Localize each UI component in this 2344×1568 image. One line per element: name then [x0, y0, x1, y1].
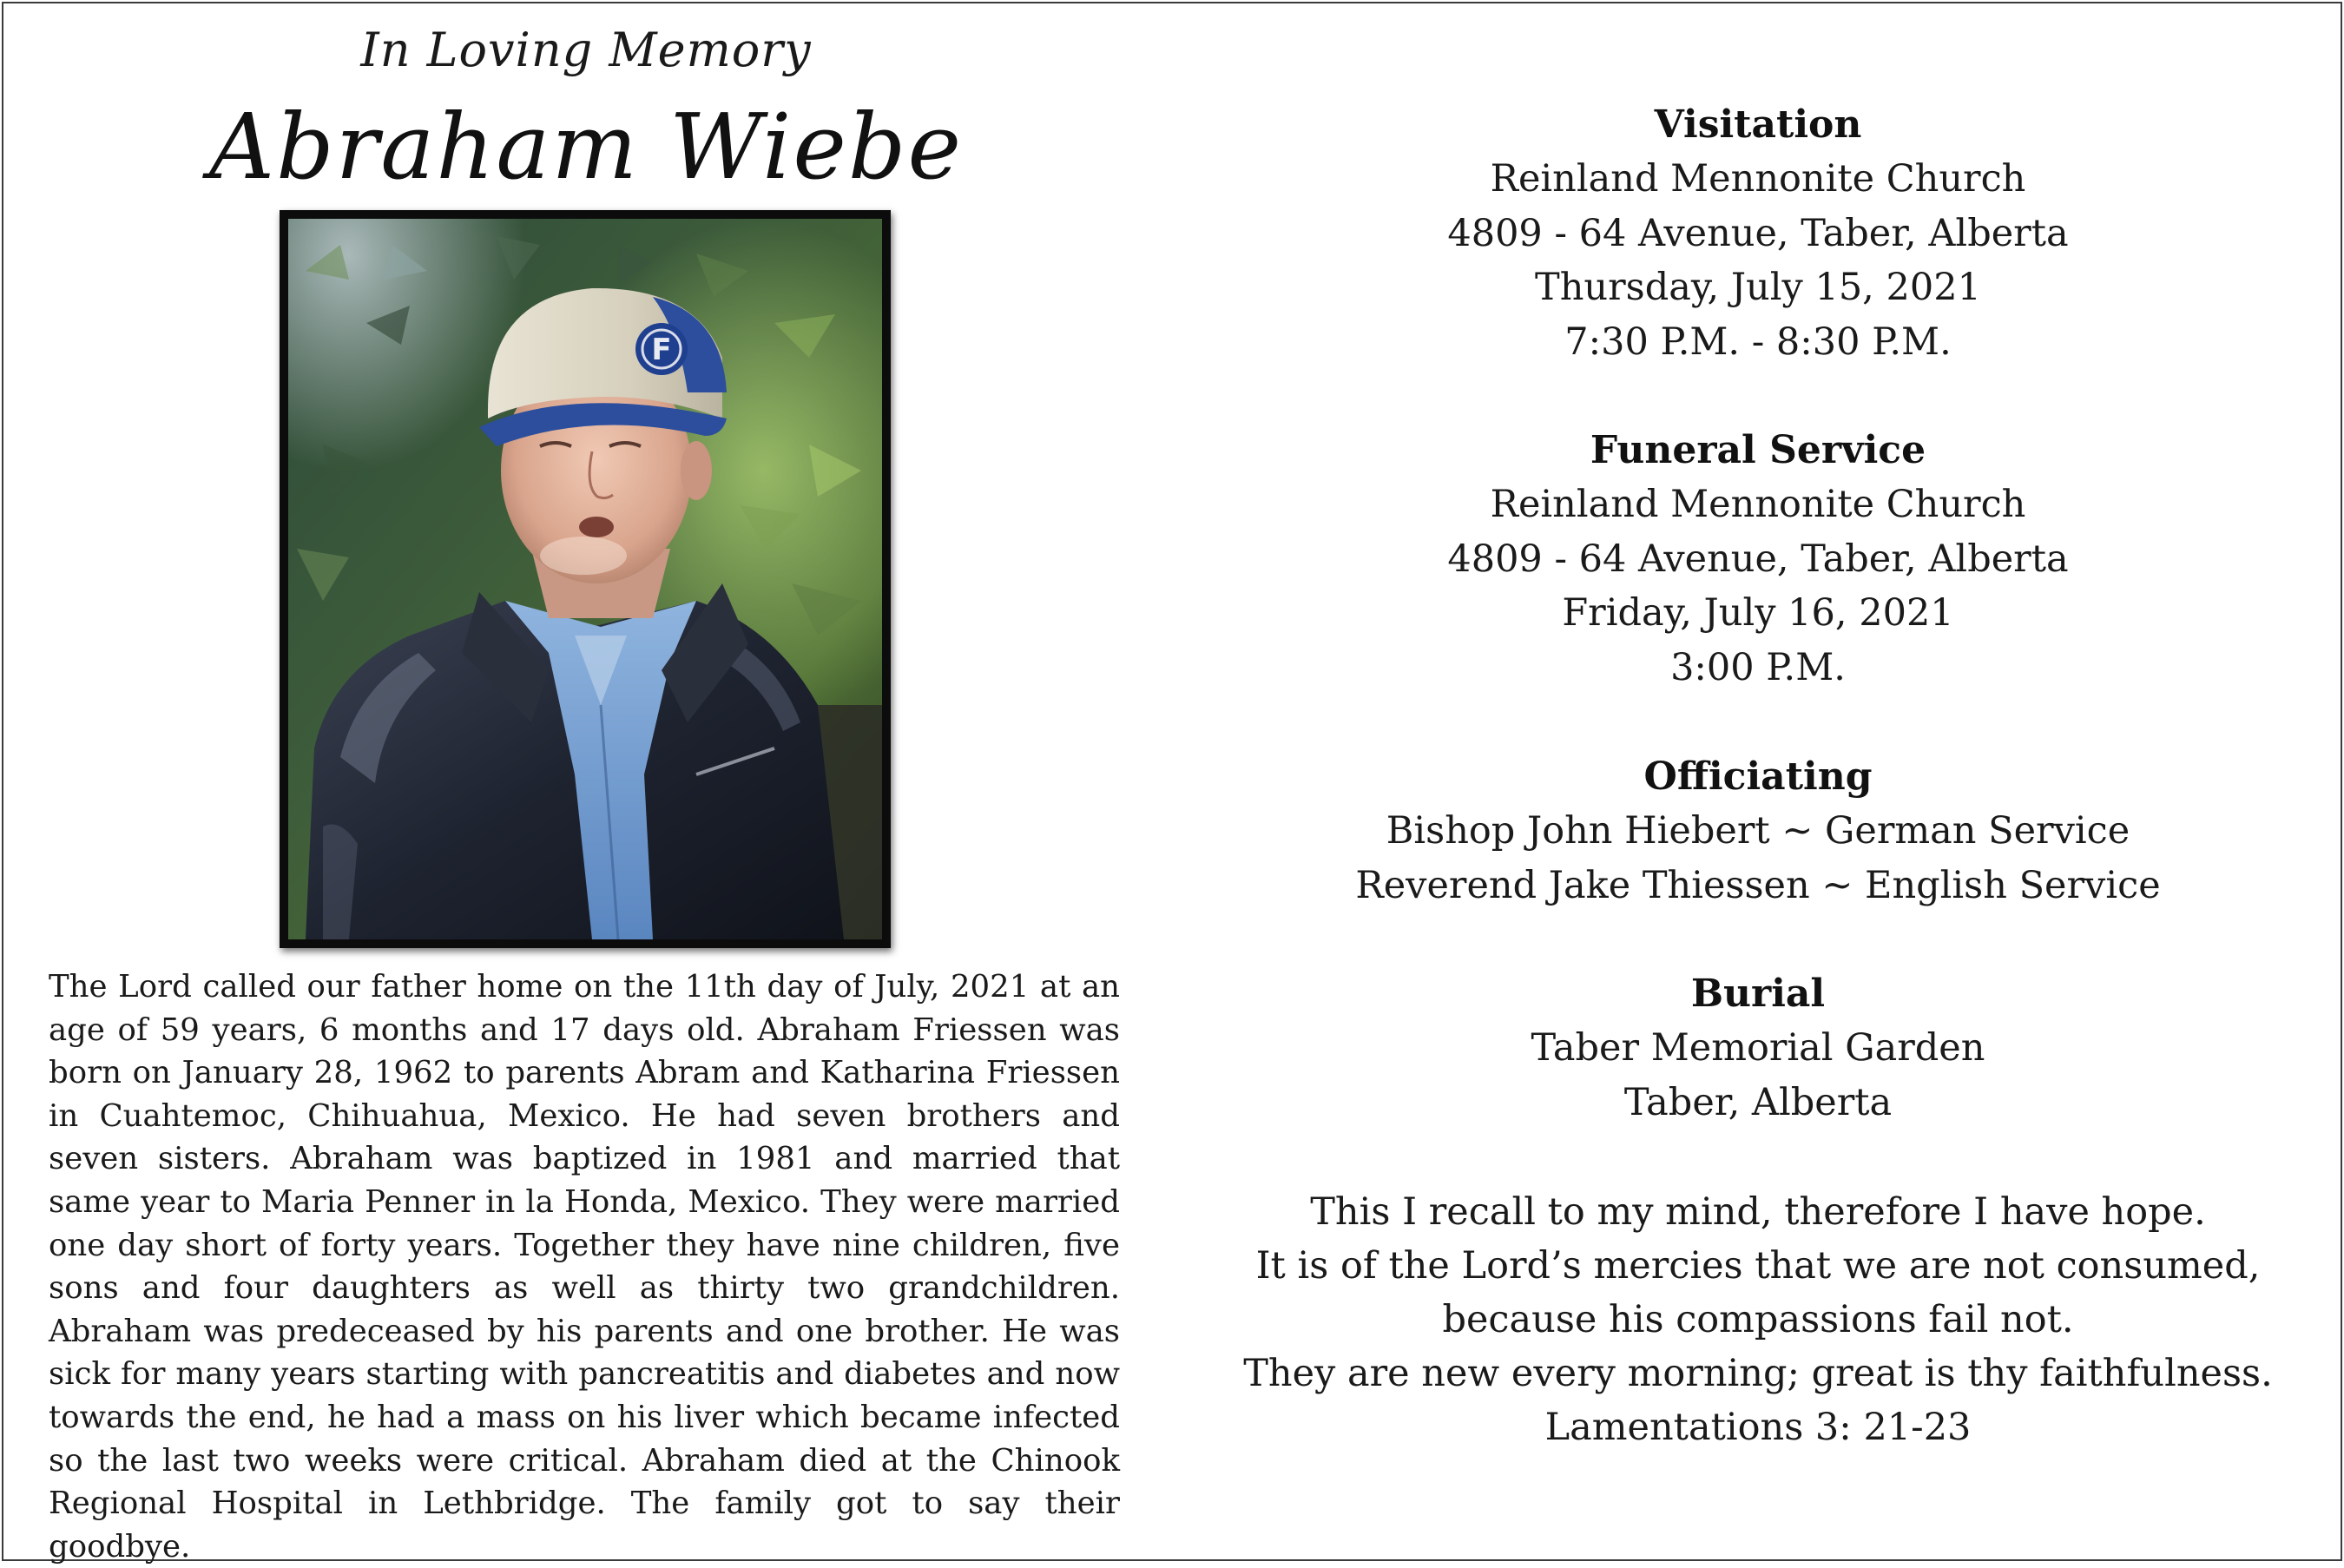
- visitation-location: Reinland Mennonite Church: [1490, 157, 2026, 201]
- verse-line-4: They are new every morning; great is thy faithfulness.: [1243, 1352, 2273, 1395]
- visitation-address: 4809 - 64 Avenue, Taber, Alberta: [1447, 211, 2069, 255]
- burial-location: Taber Memorial Garden: [1531, 1026, 1985, 1070]
- visitation-heading: Visitation: [1654, 102, 1862, 147]
- officiant-german-service: Bishop John Hiebert ~ German Service: [1386, 809, 2130, 853]
- cap-emblem-letter: F: [651, 333, 672, 367]
- scripture-verse: [1172, 1185, 2344, 1454]
- verse-line-2: It is of the Lord’s mercies that we are not consumed,: [1255, 1244, 2261, 1288]
- verse-line-3: because his compassions fail not.: [1442, 1298, 2074, 1341]
- visitation-time: 7:30 P.M. - 8:30 P.M.: [1564, 320, 1952, 364]
- funeral-time: 3:00 P.M.: [1670, 645, 1846, 689]
- funeral-date: Friday, July 16, 2021: [1562, 591, 1954, 635]
- in-loving-memory-heading: In Loving Memory: [360, 23, 812, 77]
- visitation-section: [1172, 98, 2344, 369]
- funeral-address: 4809 - 64 Avenue, Taber, Alberta: [1447, 537, 2069, 581]
- burial-section: [1172, 967, 2344, 1130]
- right-panel: [1172, 0, 2344, 1563]
- officiant-english-service: Reverend Jake Thiessen ~ English Service: [1355, 863, 2161, 907]
- left-panel: [0, 0, 1172, 1563]
- burial-heading: Burial: [1690, 972, 1826, 1016]
- deceased-name: Abraham Wiebe: [208, 94, 964, 200]
- officiating-section: [1172, 750, 2344, 912]
- portrait-photo: [288, 219, 882, 939]
- funeral-heading: Funeral Service: [1590, 428, 1926, 472]
- verse-line-1: This I recall to my mind, therefore I have hope.: [1310, 1190, 2206, 1234]
- funeral-section: [1172, 424, 2344, 695]
- funeral-location: Reinland Mennonite Church: [1490, 483, 2026, 526]
- verse-reference: Lamentations 3: 21-23: [1544, 1406, 1972, 1449]
- burial-city: Taber, Alberta: [1623, 1080, 1893, 1124]
- portrait-frame: [280, 210, 891, 948]
- obituary-text: The Lord called our father home on the 11th day of July, 2021 at an age of 59 years, 6 months and 17 days old. Abraham Friessen was born on January 28, 1962 to parents Abram and Katharina Friessen in Cuahtemoc, Chihuahua, Mexico. He had seven brothers and seven sisters. Abraham was baptized in 1981 and married that same year to Maria Penner in la Honda, Mexico. They were married one day short of forty years. Together they have nine children, five sons and four daughters as well as thirty two grandchildren. Abraham was predeceased by his parents and one brother. He was sick for many years starting with pancreatitis and diabetes and now towards the end, he had a mass on his liver which became infected so the last two weeks were critical. Abraham died at the Chinook Regional Hospital in Lethbridge. The family got to say their goodbye.: [49, 969, 1120, 1565]
- visitation-date: Thursday, July 15, 2021: [1535, 266, 1981, 309]
- officiating-heading: Officiating: [1643, 754, 1873, 799]
